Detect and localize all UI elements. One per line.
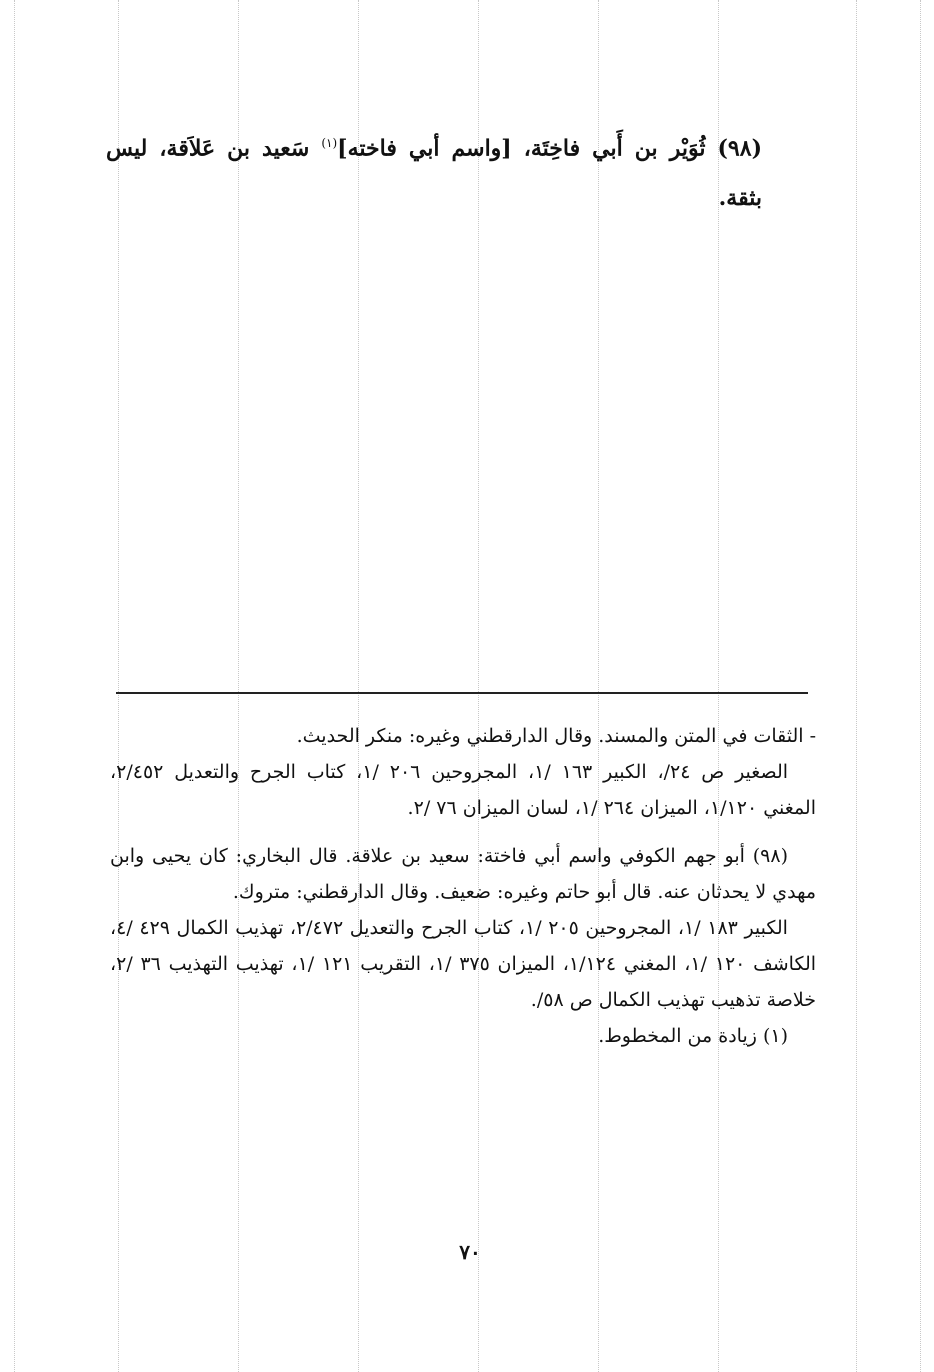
- footnote-1: (١) زيادة من المخطوط.: [598, 1025, 788, 1047]
- footnote-references-98: الكبير ١٨٣ /١، المجروحين ٢٠٥ /١، كتاب الجرح والتعديل ٢/٤٧٢، تهذيب الكمال ٤٢٩ /٤، الكاشف ١٢٠ /١، المغني ١/١٢٤، الميزان ٣٧٥ /١، التقريب ١٢١ /١، تهذيب التهذيب ٣٦ /٢، خلاصة تذهيب تهذيب الكمال ص ٥٨/.: [110, 917, 817, 1011]
- background-guide-line: [14, 0, 15, 1372]
- entry-name: ثُوَيْر بن أَبي فاخِتَة: [530, 135, 706, 162]
- footnotes-section: [110, 718, 816, 1054]
- footnote-entry-98: (٩٨) أبو جهم الكوفي واسم أبي فاختة: سعيد بن علاقة. قال البخاري: كان يحيى وابن مهدي لا يحدثان عنه. قال أبو حاتم وغيره: ضعيف. وقال الدارقطني: متروك.: [110, 845, 816, 903]
- footnote-ref-marker: (١): [321, 136, 338, 150]
- background-guide-line: [920, 0, 921, 1372]
- entry-number: (٩٨): [717, 135, 762, 162]
- page-number: ٧٠: [459, 1240, 481, 1264]
- main-entry: (٩٨) ثُوَيْر بن أَبي فاخِتَة، [واسم أبي فاخته]$^{(١)}$ سَعيد بن عَلاَقة، ليس بثقة.: [106, 135, 762, 212]
- footnote-references-previous: الصغير ص ٢٤/، الكبير ١٦٣ /١، المجروحين ٢٠٦ /١، كتاب الجرح والتعديل ٢/٤٥٢، المغني ١/١٢٠، الميزان ٢٦٤ /١، لسان الميزان ٧٦ /٢.: [110, 761, 816, 819]
- entry-description: سَعيد بن عَلاَقة، ليس بثقة.: [106, 135, 762, 212]
- background-guide-line: [856, 0, 857, 1372]
- footnote-continuation: - الثقات في المتن والمسند. وقال الدارقطني وغيره: منكر الحديث.: [296, 725, 816, 747]
- footnote-separator: [116, 692, 808, 694]
- entry-bracket-text: [واسم أبي فاخته]: [337, 135, 512, 162]
